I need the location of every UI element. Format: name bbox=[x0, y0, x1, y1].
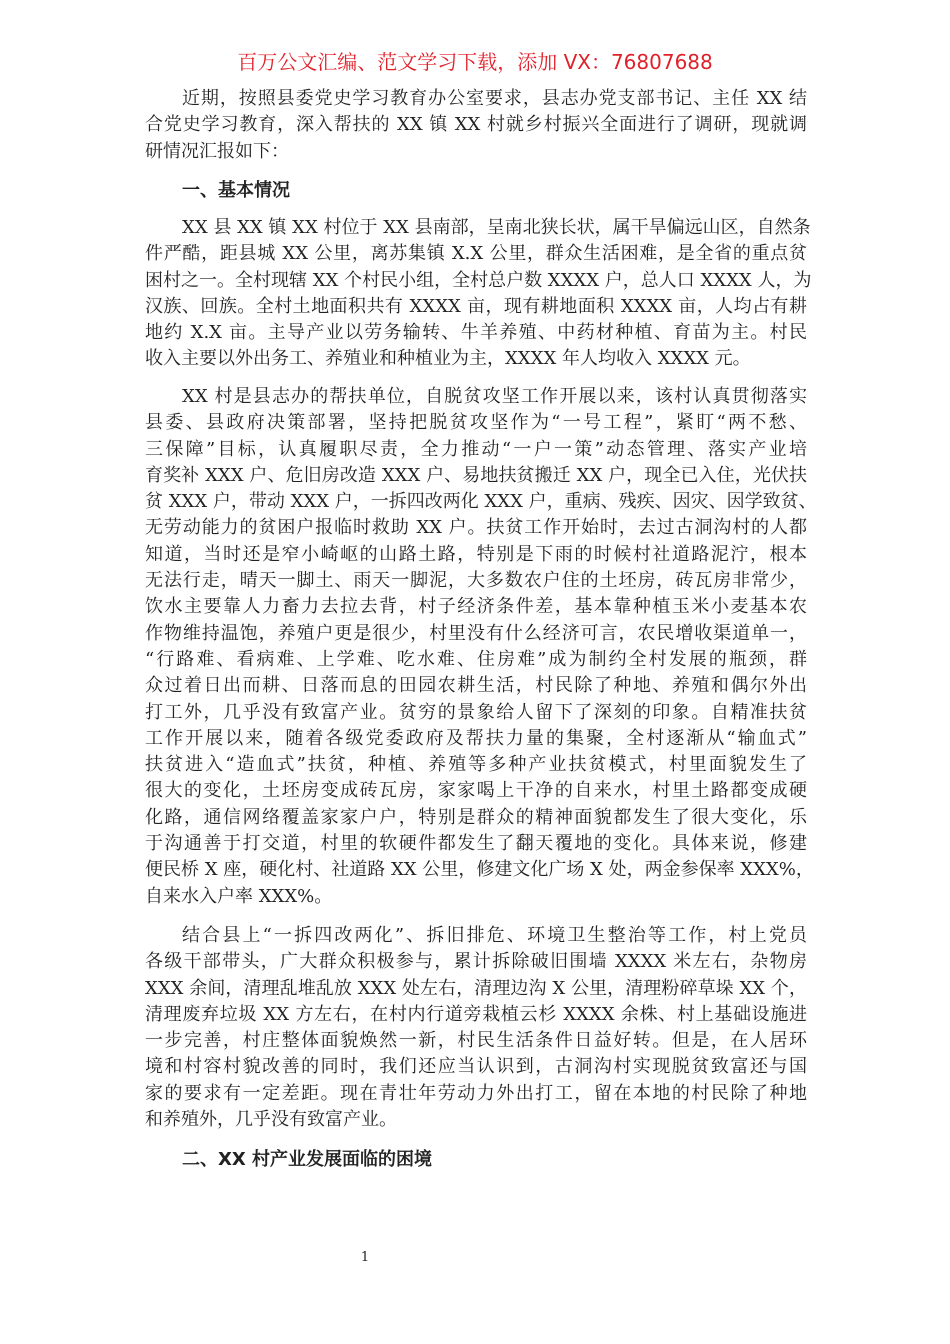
text-line: 众过着日出而耕、日落而息的田园农耕生活，村民除了种地、养殖和偶尔外出 bbox=[145, 675, 807, 697]
section-heading-1: 一、基本情况 bbox=[182, 180, 290, 201]
text-line: “行路难、看病难、上学难、吃水难、住房难”成为制约全村发展的瓶颈，群 bbox=[145, 648, 807, 670]
text-line: 无法行走，晴天一脚土、雨天一脚泥，大多数农户住的土坯房，砖瓦房非常少， bbox=[145, 570, 807, 592]
paragraph-poverty-work bbox=[145, 384, 817, 910]
text-line: 汉族、回族。全村土地面积共有 XXXX 亩，现有耕地面积 XXXX 亩，人均占有耕 bbox=[145, 295, 807, 317]
text-line: 化路，通信网络覆盖家家户户，特别是群众的精神面貌都发生了很大变化，乐 bbox=[145, 806, 807, 828]
text-line: 困村之一。全村现辖 XX 个村民小组，全村总户数 XXXX 户，总人口 XXXX 人，为 bbox=[145, 269, 812, 291]
text-line: 作物维持温饱，养殖户更是很少，村里没有什么经济可言，农民增收渠道单一， bbox=[145, 622, 807, 644]
paragraph-environment bbox=[145, 923, 807, 1133]
text-line: 研情况汇报如下： bbox=[145, 140, 289, 162]
text-line: 清理废弃垃圾 XX 方左右，在村内行道旁栽植云杉 XXXX 余株、村上基础设施进 bbox=[145, 1003, 807, 1025]
text-line: XX 县 XX 镇 XX 村位于 XX 县南部，呈南北狭长状，属干旱偏远山区，自然条 bbox=[182, 217, 811, 238]
text-line: 件严酷，距县城 XX 公里，离苏集镇 X.X 公里，群众生活困难，是全省的重点贫 bbox=[145, 243, 807, 265]
text-line: 家的要求有一定差距。现在青壮年劳动力外出打工，留在本地的村民除了种地 bbox=[145, 1082, 807, 1104]
text-line: 知道，当时还是窄小崎岖的山路土路，特别是下雨的时候村社道路泥泞，根本 bbox=[145, 543, 807, 565]
text-line: 收入主要以外出务工、养殖业和种植业为主，XXXX 年人均收入 XXXX 元。 bbox=[145, 348, 751, 370]
text-line: 地约 X.X 亩。主导产业以劳务输转、牛羊养殖、中药材种植、育苗为主。村民 bbox=[145, 322, 807, 344]
text-line: 育奖补 XXX 户、危旧房改造 XXX 户、易地扶贫搬迁 XX 户，现全已入住，光伏扶 bbox=[145, 464, 807, 486]
paragraph-intro bbox=[145, 86, 807, 165]
text-line: 境和村容村貌改善的同时，我们还应当认识到，古洞沟村实现脱贫致富还与国 bbox=[145, 1056, 807, 1078]
text-line: 自来水入户率 XXX%。 bbox=[145, 885, 333, 907]
text-line: 很大的变化，土坯房变成砖瓦房，家家喝上干净的自来水，村里土路都变成硬 bbox=[145, 780, 807, 802]
text-line: 一步完善，村庄整体面貌焕然一新，村民生活条件日益好转。但是，在人居环 bbox=[145, 1030, 807, 1052]
section-heading-2: 二、XX 村产业发展面临的困境 bbox=[182, 1149, 433, 1170]
text-line: 贫 XXX 户，带动 XXX 户，一拆四改两化 XXX 户，重病、残疾、因灾、因学致贫、 bbox=[145, 491, 817, 513]
text-line: 于沟通善于打交道，村里的软硬件都发生了翻天覆地的变化。具体来说，修建 bbox=[145, 833, 807, 855]
text-line: 饮水主要靠人力畜力去拉去背，村子经济条件差，基本靠种植玉米小麦基本农 bbox=[145, 596, 807, 618]
paragraph-basic-info bbox=[145, 215, 812, 373]
text-line: 各级干部带头，广大群众积极参与，累计拆除破旧围墙 XXXX 米左右，杂物房 bbox=[145, 951, 807, 973]
text-line: XXX 余间，清理乱堆乱放 XXX 处左右，清理边沟 X 公里，清理粉碎草垛 XX 个， bbox=[145, 977, 807, 999]
text-line: 打工外，几乎没有致富产业。贫穷的景象给人留下了深刻的印象。自精准扶贫 bbox=[145, 701, 807, 723]
text-line: 便民桥 X 座，硬化村、社道路 XX 公里，修建文化广场 X 处，两金参保率 XXX%， bbox=[145, 859, 814, 881]
watermark-banner: 百万公文汇编、范文学习下载，添加 VX：76807688 bbox=[237, 50, 713, 74]
text-line: 近期，按照县委党史学习教育办公室要求，县志办党支部书记、主任 XX 结 bbox=[182, 88, 807, 109]
text-line: 无劳动能力的贫困户报临时救助 XX 户。扶贫工作开始时，去过古洞沟村的人都 bbox=[145, 517, 807, 539]
text-line: 和养殖外，几乎没有致富产业。 bbox=[145, 1109, 397, 1131]
text-line: 工作开展以来，随着各级党委政府及帮扶力量的集聚，全村逐渐从“输血式” bbox=[145, 727, 807, 749]
text-line: 三保障”目标，认真履职尽责，全力推动“一户一策”动态管理、落实产业培 bbox=[145, 438, 807, 460]
text-line: 县委、县政府决策部署，坚持把脱贫攻坚作为“一号工程”，紧盯“两不愁、 bbox=[145, 412, 807, 434]
text-line: 合党史学习教育，深入帮扶的 XX 镇 XX 村就乡村振兴全面进行了调研，现就调 bbox=[145, 114, 807, 136]
text-line: 扶贫进入“造血式”扶贫，种植、养殖等多种产业扶贫模式，村里面貌发生了 bbox=[145, 754, 807, 776]
page-number: 1 bbox=[360, 1250, 370, 1265]
text-line: XX 村是县志办的帮扶单位，自脱贫攻坚工作开展以来，该村认真贯彻落实 bbox=[182, 386, 807, 407]
text-line: 结合县上“一拆四改两化”、拆旧排危、环境卫生整治等工作，村上党员 bbox=[182, 925, 807, 946]
